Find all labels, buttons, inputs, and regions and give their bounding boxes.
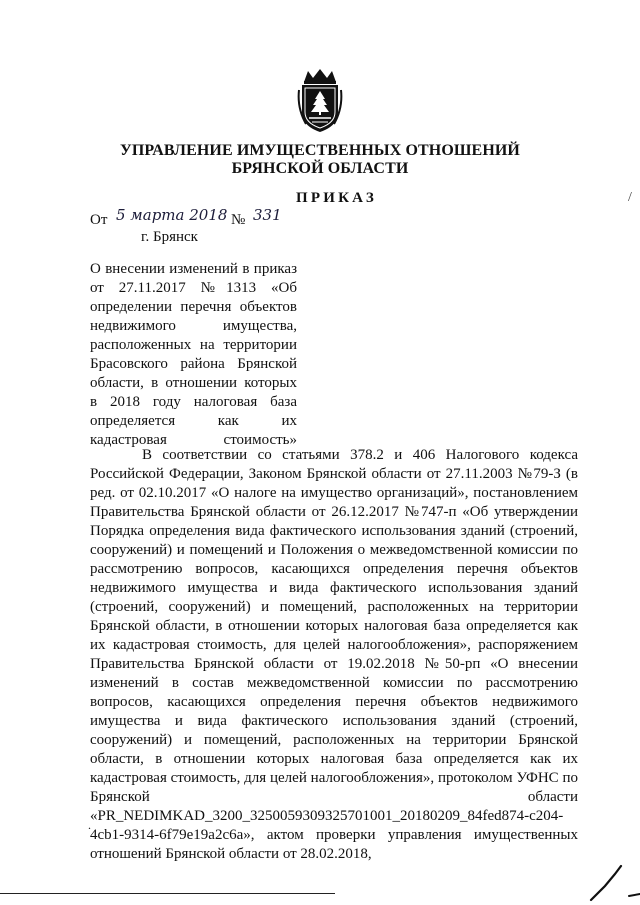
- order-body-paragraph: В соответствии со статьями 378.2 и 406 Налогового кодекса Российской Федерации, Законом Брянской области от 27.11.2003 №79-З (в ред. от 02.10.2017 «О налоге на имущество организаций», постановлением Правительства Брянской области от 26.12.2017 №747-п «Об утверждении Порядка определения вида фактического использования зданий (строений, сооружений) и помещений и Положения о межведомственной комиссии по рассмотрению вопросов, касающихся определения перечня объектов недвижимого имущества и вида фактического использования зданий (строений, сооружений) и помещений, расположенных на территории Брянской области, в отношении которых налоговая база определяется как их кадастровая стоимость, для целей налогообложения», распоряжением Правительства Брянской области от 19.02.2018 №50-рп «О внесении изменений в состав межведомственной комиссии по рассмотрению вопросов, касающихся определения перечня объектов недвижимого имущества и вида фактического использования зданий (строений, сооружений) и помещений, расположенных на территории Брянской области, в отношении которых налоговая база определяется как их кадастровая стоимость, для целей налогообложения», протоколом УФНС по Брянской области «PR_NEDIMKAD_3200_3250059309325701001_20180209_84fed874-c204-4cb1-9314-6f79e19a2c6a», актом проверки управления имущественных отношений Брянской области от 28.02.2018,: [90, 447, 578, 862]
- order-subject: О внесении изменений в приказ от 27.11.2017 №1313 «Об определении перечня объектов недвижимого имущества, расположенных на территории Брасовского района Брянской области, в отношении которых в 2018 году налоговая база определяется как их кадастровая стоимость»: [90, 261, 297, 448]
- pen-stroke-marks: [565, 852, 640, 905]
- stray-dot: .: [88, 818, 91, 832]
- coat-of-arms-icon: [296, 68, 344, 134]
- document-title: ПРИКАЗ: [296, 190, 377, 206]
- organization-name-line-2: БРЯНСКОЙ ОБЛАСТИ: [231, 160, 409, 177]
- handwritten-date: 5 марта 2018: [116, 206, 228, 224]
- handwritten-order-number: 331: [253, 206, 282, 224]
- number-label: №: [231, 212, 246, 228]
- margin-mark: /: [628, 190, 632, 205]
- order-date-number-row: [90, 206, 350, 232]
- city-name: г. Брянск: [141, 229, 198, 245]
- footer-rule: [0, 893, 335, 894]
- organization-name-line-1: УПРАВЛЕНИЕ ИМУЩЕСТВЕННЫХ ОТНОШЕНИЙ: [120, 142, 520, 159]
- from-label: От: [90, 212, 108, 228]
